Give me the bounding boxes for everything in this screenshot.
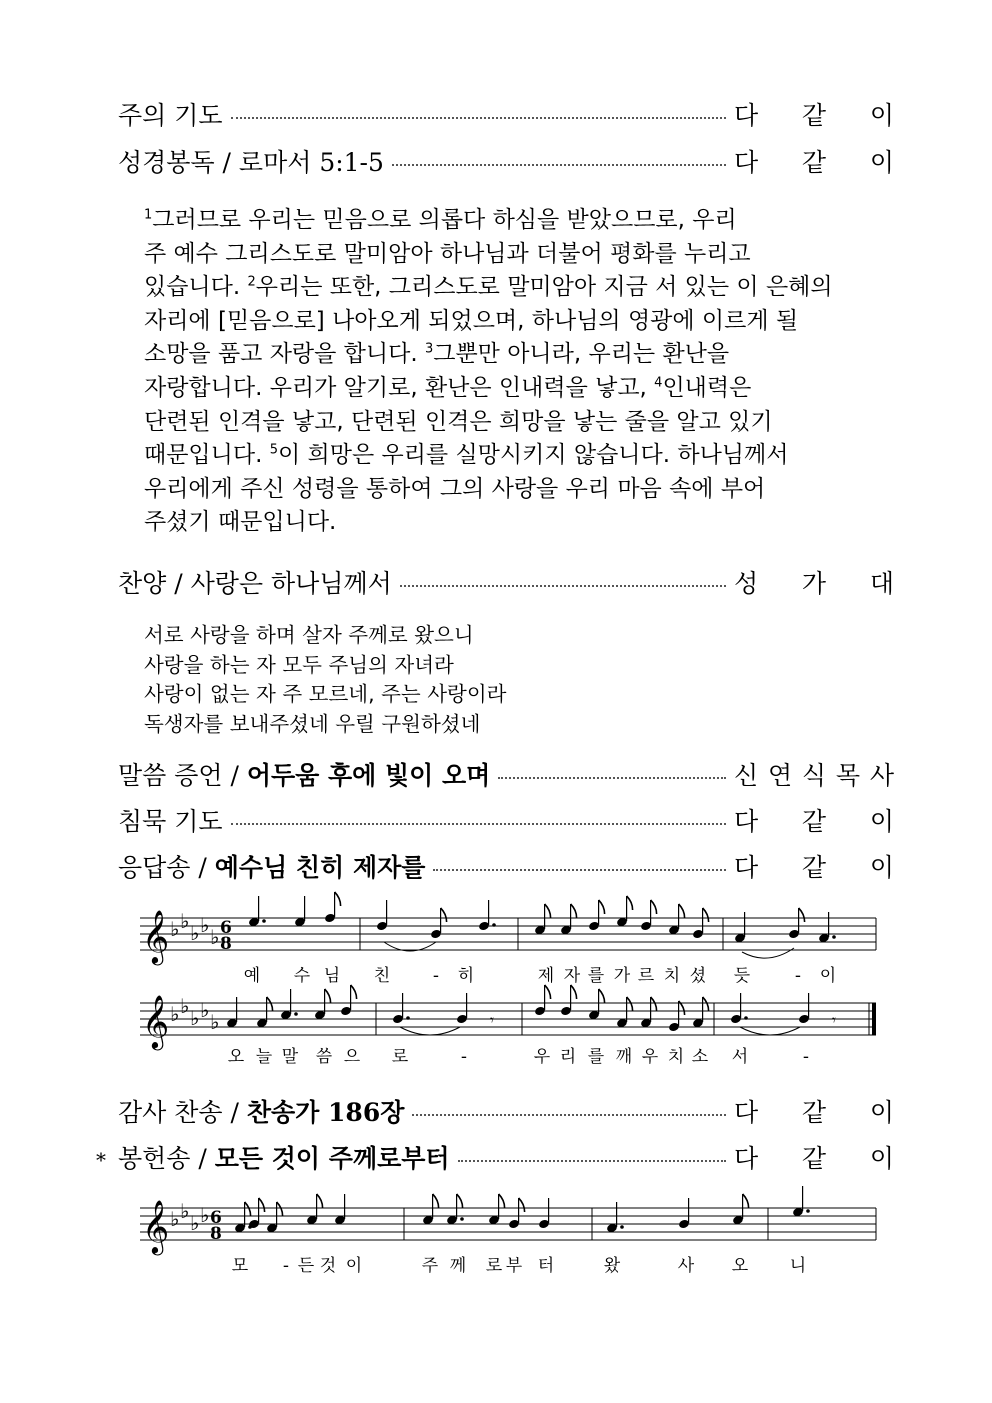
order-title: 주의 기도 (118, 101, 223, 130)
note-flag (277, 1202, 283, 1216)
lyric-syllable: 든 (297, 1256, 315, 1276)
note-flag (571, 904, 577, 918)
flat-icon: ♭ (170, 1002, 180, 1026)
time-signature-top: 6 (220, 918, 232, 938)
lyric-syllable: 터 (537, 1256, 555, 1276)
lyric-syllable: 오 (731, 1256, 749, 1276)
lyric-syllable: 자 (563, 966, 581, 986)
scripture-line (144, 372, 884, 406)
lyric-line: 독생자를 보내주셨네 우릴 구원하셨네 (144, 711, 481, 736)
note-flag (799, 908, 805, 922)
lyric-syllable: 오 (227, 1047, 245, 1067)
order-leader: 다 같 이 (734, 807, 894, 836)
lyric-syllable: 듯 (733, 966, 751, 986)
order-title: 침묵 기도 (118, 807, 223, 836)
lyric-syllable: 부 (505, 1256, 523, 1276)
note-flag (267, 997, 273, 1011)
music-score-response (0, 895, 992, 1085)
order-leader: 신 연 식 목 사 (734, 761, 894, 790)
order-leader: 다 같 이 (734, 1144, 894, 1173)
dot-leader (392, 143, 726, 179)
order-title: 말씀 증언 / 어두움 후에 빛이 오며 (118, 761, 491, 790)
tie (400, 1027, 460, 1035)
verse-text: 주셨기 때문입니다. (144, 509, 337, 536)
order-title: 성경봉독 / 로마서 5:1-5 (118, 148, 384, 177)
lyric-syllable: 서 (731, 1047, 749, 1067)
scripture-line (144, 271, 884, 305)
flat-icon: ♭ (170, 917, 180, 941)
scripture-line (144, 506, 884, 540)
tie (740, 1027, 800, 1035)
flat-icon: ♭ (190, 1006, 200, 1030)
dot-leader (412, 1093, 726, 1129)
note-dot (262, 919, 266, 923)
note-flag (703, 997, 709, 1011)
time-signature-top: 6 (210, 1208, 222, 1228)
order-row-anthem (118, 564, 894, 600)
lyric-syllable: 이 (345, 1256, 363, 1276)
flat-icon: ♭ (190, 1211, 200, 1235)
flat-icon: ♭ (180, 994, 190, 1018)
lyric-syllable: - (802, 1047, 810, 1067)
flat-icon: ♭ (200, 1203, 210, 1227)
lyric-syllable: 친 (373, 966, 391, 986)
order-row-lords-prayer (118, 96, 894, 132)
lyric-syllable: 님 (323, 966, 341, 986)
treble-clef-icon: 𝄞 (142, 909, 170, 963)
final-bar-line (872, 1003, 876, 1035)
note-flag (599, 989, 605, 1003)
lyric-syllable: 셨 (689, 966, 707, 986)
verse-text: 그뿐만 아니라, 우리는 환난을 (433, 341, 730, 368)
lyric-syllable: 로 (485, 1256, 503, 1276)
note-dot (832, 935, 836, 939)
treble-clef-icon: 𝄞 (142, 994, 170, 1048)
verse-text: 단련된 인격을 낳고, 단련된 인격은 희망을 낳는 줄을 알고 있기 (144, 408, 773, 435)
offertory-title: 모든 것이 주께로부터 (214, 1144, 450, 1173)
lyric-syllable: - (794, 966, 802, 986)
flat-icon: ♭ (170, 1207, 180, 1231)
note-flag (433, 1194, 439, 1208)
order-title: 찬양 / 사랑은 하나님께서 (118, 569, 392, 598)
order-row-thanks-hymn (118, 1093, 894, 1129)
lyric-syllable: 히 (457, 966, 475, 986)
lyric-syllable: 수 (293, 966, 311, 986)
note-flag (545, 985, 551, 999)
lyric-syllable: 를 (587, 966, 605, 986)
lyric-syllable: 왔 (603, 1256, 621, 1276)
hymn-number: 찬송가 186장 (246, 1098, 405, 1127)
scripture-line (144, 305, 884, 339)
note-flag (335, 892, 341, 906)
lyric-syllable: - (432, 966, 440, 986)
note-flag (679, 904, 685, 918)
verse-text: 때문입니다. (144, 442, 270, 469)
verse-number: 5 (269, 442, 278, 458)
lyric-syllable: 모 (231, 1256, 249, 1276)
note-flag (627, 997, 633, 1011)
verse-text: 이 희망은 우리를 실망시키지 않습니다. 하나님께서 (278, 442, 789, 469)
verse-text: 그러므로 우리는 믿음으로 의롭다 하심을 받았으므로, 우리 (152, 207, 737, 233)
note-flag (743, 1194, 749, 1208)
note-flag (441, 908, 447, 922)
note-flag (317, 1194, 323, 1208)
lyric-syllable: 우 (533, 1047, 551, 1067)
lyric-syllable: 주 (421, 1256, 439, 1276)
note-dot (460, 1217, 464, 1221)
note-flag (703, 908, 709, 922)
verse-text: 자리에 [믿음으로] 나아오게 되었으며, 하나님의 영광에 이르게 될 (144, 307, 799, 334)
lyric-syllable: 께 (449, 1256, 467, 1276)
note-dot (620, 1225, 624, 1229)
note-flag (545, 904, 551, 918)
lyric-syllable: 것 (319, 1256, 337, 1276)
note-dot (294, 1012, 298, 1016)
note-flag (627, 896, 633, 910)
flat-icon: ♭ (190, 921, 200, 945)
lyric-syllable: 소 (691, 1047, 709, 1067)
verse-text: 인내력은 (662, 374, 752, 401)
order-leader: 다 같 이 (734, 1098, 894, 1127)
order-row-sermon (118, 756, 894, 792)
lyric-syllable: 늘 (255, 1047, 273, 1067)
verse-text: 있습니다. (144, 274, 248, 301)
flat-icon: ♭ (180, 1199, 190, 1223)
anthem-lyrics (144, 621, 506, 739)
order-leader: 성 가 대 (734, 569, 894, 598)
lyric-line: 사랑이 없는 자 주 모르네, 주는 사랑이라 (144, 682, 507, 706)
verse-text: 주 예수 그리스도로 말미암아 하나님과 더불어 평화를 누리고 (144, 240, 751, 267)
lyric-syllable: 리 (559, 1047, 577, 1067)
lyric-syllable: 우 (641, 1047, 659, 1067)
scripture-line (144, 439, 884, 473)
note-flag (599, 900, 605, 914)
verse-number: 3 (424, 341, 434, 357)
lyric-syllable: 가 (613, 966, 631, 986)
flat-icon: ♭ (200, 998, 210, 1022)
lyric-syllable: 치 (663, 966, 681, 986)
lyric-line: 서로 사랑을 하며 살자 주께로 왔으니 (144, 623, 474, 647)
sermon-title: 어두움 후에 빛이 오며 (246, 761, 491, 790)
lyric-syllable: 르 (637, 966, 655, 986)
note-flag (651, 900, 657, 914)
lyric-syllable: 사 (677, 1256, 695, 1276)
lyric-line: 사랑을 하는 자 모두 주님의 자녀라 (144, 652, 454, 677)
lyric-syllable: 니 (789, 1256, 807, 1276)
lyric-syllable: 제 (537, 966, 555, 986)
note-flag (351, 985, 357, 999)
lyric-syllable: 로 (391, 1047, 409, 1067)
scripture-line (144, 204, 884, 238)
scripture-line (144, 406, 884, 440)
lyric-syllable: 씀 (315, 1047, 333, 1067)
note-flag (571, 985, 577, 999)
flat-icon: ♭ (200, 913, 210, 937)
note-dot (492, 923, 496, 927)
scripture-line (144, 238, 884, 272)
note-dot (806, 1209, 810, 1213)
scripture-line (144, 473, 884, 507)
dot-leader (231, 802, 726, 838)
standing-mark: * (96, 1148, 106, 1172)
dot-leader (498, 756, 726, 792)
lyric-syllable: 예 (243, 966, 261, 986)
lyric-syllable: 를 (587, 1047, 605, 1067)
time-signature-bottom: 8 (210, 1224, 222, 1244)
lyric-syllable: 깨 (615, 1047, 633, 1067)
dot-leader (400, 564, 726, 600)
note-flag (245, 1202, 251, 1216)
flat-icon: ♭ (180, 909, 190, 933)
note-flag (457, 1194, 463, 1208)
dot-leader (231, 96, 726, 132)
note-flag (519, 1198, 525, 1212)
verse-text: 자랑합니다. 우리가 알기로, 환난은 인내력을 낳고, (144, 374, 655, 401)
lyric-syllable: 말 (281, 1047, 299, 1067)
note-flag (259, 1198, 265, 1212)
order-leader: 다 같 이 (734, 148, 894, 177)
order-row-scripture (118, 143, 894, 179)
verse-text: 우리에게 주신 성령을 통하여 그의 사랑을 우리 마음 속에 부어 (144, 475, 766, 502)
lyric-syllable: - (460, 1047, 468, 1067)
note-dot (744, 1016, 748, 1020)
dot-leader (458, 1139, 726, 1175)
time-signature-bottom: 8 (220, 934, 232, 954)
order-row-offertory (118, 1139, 894, 1175)
lyric-syllable: 이 (819, 966, 837, 986)
order-row-silent-prayer (118, 802, 894, 838)
response-title: 예수님 친히 제자를 (214, 853, 426, 882)
verse-number: 2 (247, 274, 256, 290)
dot-leader (433, 848, 726, 884)
flat-icon: ♭ (210, 1010, 220, 1034)
order-title: 응답송 / 예수님 친히 제자를 (118, 853, 426, 882)
eighth-rest-icon: 𝄾 (832, 1011, 836, 1029)
treble-clef-icon: 𝄞 (142, 1199, 170, 1253)
lyric-syllable: - (282, 1256, 290, 1276)
lyric-syllable: 으 (343, 1047, 361, 1067)
order-title: 감사 찬송 / 찬송가 186장 (118, 1098, 405, 1127)
eighth-rest-icon: 𝄾 (490, 1011, 494, 1029)
scripture-line (144, 338, 884, 372)
verse-text: 우리는 또한, 그리스도로 말미암아 지금 서 있는 이 은혜의 (255, 274, 833, 301)
verse-text: 소망을 품고 자랑을 합니다. (144, 341, 425, 368)
music-score-offertory (0, 1190, 992, 1290)
scripture-text (144, 204, 884, 540)
flat-icon: ♭ (210, 925, 220, 949)
note-flag (325, 989, 331, 1003)
note-dot (406, 1016, 410, 1020)
order-row-response (118, 848, 894, 884)
verse-number: 4 (654, 375, 663, 391)
order-leader: 다 같 이 (734, 101, 894, 130)
lyric-syllable: 치 (667, 1047, 685, 1067)
order-title: 봉헌송 / 모든 것이 주께로부터 (118, 1144, 450, 1173)
verse-number: 1 (144, 207, 153, 223)
order-leader: 다 같 이 (734, 853, 894, 882)
note-flag (499, 1194, 505, 1208)
note-flag (651, 997, 657, 1011)
